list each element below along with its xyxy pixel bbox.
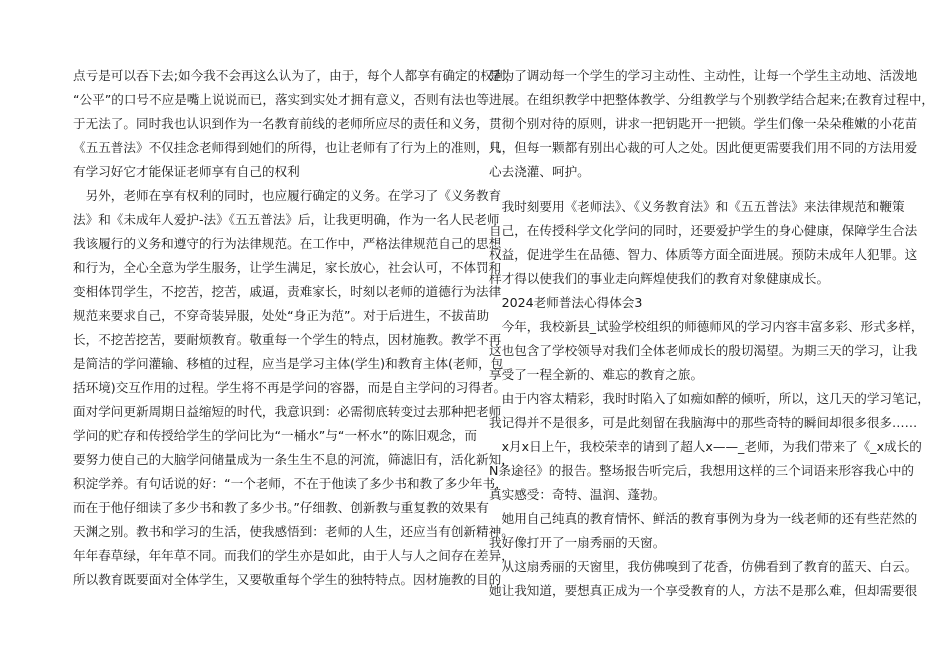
left-text-column [73,64,519,592]
text-line: 法》和《未成年人爱护-法》《五五普法》后，让我更明确，作为一名人民老师 [73,212,500,227]
text-line: 规范来要求自己，不穿奇装异服，处处“身正为范”。对于后进生，不拔苗助 [73,308,490,323]
text-line: 自己，在传授科学文化学问的同时，还要爱护学生的身心健康，保障学生合法 [489,223,918,238]
text-line: “公平”的口号不应是嘴上说说而已，落实到实处才拥有意义，否则有法也等 [73,92,490,107]
text-line: 她用自己纯真的教育情怀、鲜活的教育事例为身为一线老师的还有些茫然的 [489,511,918,526]
text-line: 是简洁的学问灌输、移植的过程，应当是学习主体(学生)和教育主体(老师，包 [73,356,504,371]
section-heading: 2024老师普法心得体会3 [489,295,643,310]
text-line: 积淀学养。有句话说的好：“一个老师，不在于他读了多少书和教了多少年书， [73,476,508,491]
text-line: 这也包含了学校领导对我们全体老师成长的殷切渴望。为期三天的学习，让我 [489,343,918,358]
text-line: 面对学问更新周期日益缩短的时代，我意识到：必需彻底转变过去那种把老师 [73,404,502,419]
text-line: 要努力使自己的大脑学问储量成为一条生生不息的河流，筛滤旧有，活化新知， [73,452,514,467]
text-line: 是为了调动每一个学生的学习主动性、主动性，让每一个学生主动地、活泼地 [489,68,918,83]
text-line: 样才得以使我们的事业走向辉煌使我们的教育对象健康成长。 [489,271,830,286]
text-line: 所以教育既要面对全体学生，又要敬重每个学生的独特特点。因材施教的目的 [73,572,502,587]
text-line: 另外，老师在享有权利的同时，也应履行确定的义务。在学习了《义务教育 [73,188,502,203]
text-line: 我时刻要用《老师法》、《义务教育法》和《五五普法》来法律规范和鞭策 [489,199,905,214]
text-line: 进展。在组织教学中把整体教学、分组教学与个别教学结合起来;在教育过程中， [489,92,935,107]
text-line: 由于内容太精彩，我时时陷入了如痴如醉的倾听，所以，这几天的学习笔记， [489,391,930,406]
text-line: 有学习好它才能保证老师享有自己的权利 [73,164,300,179]
text-line: 我该履行的义务和遵守的行为法律规范。在工作中，严格法律规范自己的思想 [73,236,502,251]
text-line: 《五五普法》不仅挂念老师得到她们的所得，也让老师有了行为上的准则，只 [73,140,502,155]
text-line: 点亏是可以吞下去;如今我不会再这么认为了，由于，每个人都享有确定的权利， [73,68,519,83]
text-line: 儿，但每一颗都有别出心裁的可人之处。因此便更需要我们用不同的方法用爱 [489,140,918,155]
text-line: 从这扇秀丽的天窗里，我仿佛嗅到了花香，仿佛看到了教育的蓝天、白云。 [489,559,918,574]
text-line: 我记得并不是很多，可是此刻留在我脑海中的那些奇特的瞬间却很多很多…… [489,415,918,430]
text-line: 心去浇灌、呵护。 [489,164,590,179]
text-line: 今年，我校新县_试验学校组织的师德师风的学习内容丰富多彩、形式多样， [489,319,924,334]
text-line: 天渊之别。教书和学习的生活，使我感悟到：老师的人生，还应当有创新精神。 [73,524,514,539]
paragraph-gap [489,184,885,195]
text-line: 变相体罚学生，不挖苦，挖苦，戚逼，责难家长，时刻以老师的道德行为法律 [73,284,502,299]
text-line: 真实感受：奇特、温润、蓬勃。 [489,487,666,502]
text-line: 年年春草绿，年年草不同。而我们的学生亦是如此，由于人与人之间存在差异， [73,548,514,563]
text-line: 权益，促进学生在品德、智力、体质等方面全面进展。预防未成年人犯罪。这 [489,247,918,262]
text-line: 而在于他仔细读了多少书和教了多少书。”仔细教、创新教与重复教的效果有 [73,500,489,515]
text-line: 于无法了。同时我也认识到作为一名教育前线的老师所应尽的责任和义务， [73,116,489,131]
text-line: 长，不挖苦挖苦，要耐烦教育。敬重每一个学生的特点，因材施教。教学不再 [73,332,502,347]
text-line: 享受了一程全新的、难忘的教育之旅。 [489,367,704,382]
text-line: 学问的贮存和传授给学生的学问比为“一桶水”与“一杯水”的陈旧观念，而 [73,428,477,443]
text-line: 我好像打开了一扇秀丽的天窗。 [489,535,666,550]
text-line: 括环境)交互作用的过程。学生将不再是学问的容器，而是自主学问的习得者。 [73,380,507,395]
text-line: 和行为，全心全意为学生服务，让学生满足，家长放心，社会认可，不体罚和 [73,260,502,275]
right-text-column [489,64,935,603]
text-line: 贯彻个别对待的原则，讲求一把钥匙开一把锁。学生们像一朵朵稚嫩的小花苗 [489,116,918,131]
text-line: 她让我知道，要想真正成为一个享受教育的人，方法不是那么难，但却需要很 [489,583,918,598]
text-line: x月x日上午，我校荣幸的请到了超人x——_老师，为我们带来了《_x成长的 [489,439,922,454]
text-line: N条途径》的报告。整场报告听完后，我想用这样的三个词语来形容我心中的 [489,463,915,478]
